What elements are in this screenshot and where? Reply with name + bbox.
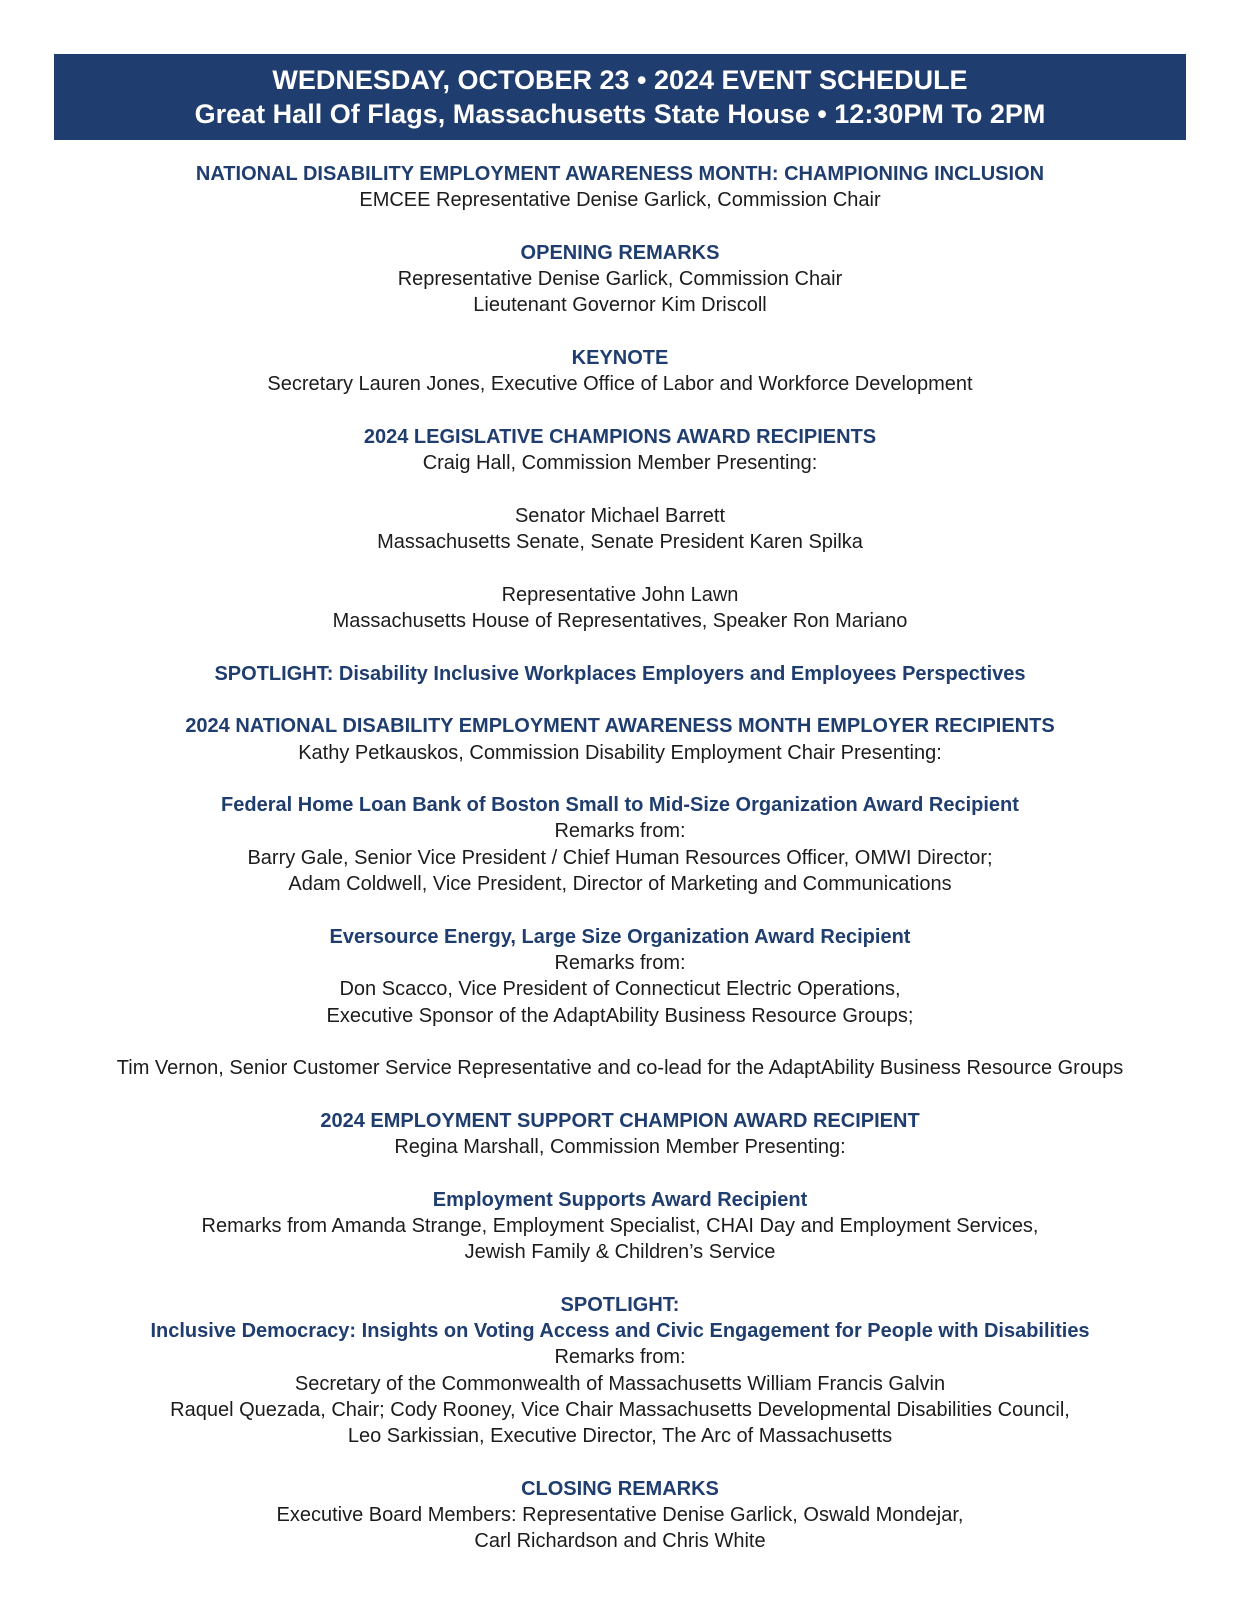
senator-organization: Massachusetts Senate, Senate President Karen Spilka [377,531,863,554]
spotlight-democracy-title: Inclusive Democracy: Insights on Voting Access and Civic Engagement for People with Disabilities [150,1320,1090,1343]
employer-recipients-heading: 2024 NATIONAL DISABILITY EMPLOYMENT AWARENESS MONTH EMPLOYER RECIPIENTS [185,715,1055,738]
eversource-speaker-1: Don Scacco, Vice President of Connecticut Electric Operations, [339,978,901,1001]
spotlight-democracy-label: SPOTLIGHT: [560,1293,680,1316]
banner-location-time: Great Hall Of Flags, Massachusetts State House • 12:30PM To 2PM [194,99,1046,129]
eversource-remarks-label: Remarks from: [554,951,686,974]
opening-speaker-2: Lieutenant Governor Kim Driscoll [473,294,767,317]
closing-remarks-heading: CLOSING REMARKS [521,1477,719,1500]
support-champion-heading: 2024 EMPLOYMENT SUPPORT CHAMPION AWARD RECIPIENT [320,1109,920,1132]
keynote-speaker: Secretary Lauren Jones, Executive Office of Labor and Workforce Development [267,373,973,396]
opening-speaker-1: Representative Denise Garlick, Commission Chair [397,268,843,291]
fhlb-speaker-1: Barry Gale, Senior Vice President / Chief Human Resources Officer, OMWI Director; [247,846,993,869]
senator-recipient: Senator Michael Barrett [514,504,726,527]
employer-presenter: Kathy Petkauskos, Commission Disability Employment Chair Presenting: [298,741,942,764]
employment-supports-heading: Employment Supports Award Recipient [432,1188,808,1211]
fhlb-award-heading: Federal Home Loan Bank of Boston Small to Mid-Size Organization Award Recipient [221,794,1019,817]
legislative-champions-heading: 2024 LEGISLATIVE CHAMPIONS AWARD RECIPIENTS [363,425,877,448]
spotlight-workplaces-heading: SPOTLIGHT: Disability Inclusive Workplaces Employers and Employees Perspectives [214,662,1026,685]
closing-speakers-1: Executive Board Members: Representative Denise Garlick, Oswald Mondejar, [276,1504,964,1527]
ndeam-heading: NATIONAL DISABILITY EMPLOYMENT AWARENESS MONTH: CHAMPIONING INCLUSION [195,163,1045,185]
representative-organization: Massachusetts House of Representatives, Speaker Ron Mariano [332,610,908,633]
fhlb-speaker-2: Adam Coldwell, Vice President, Director of Marketing and Communications [288,873,952,896]
spotlight-democracy-speaker-1: Secretary of the Commonwealth of Massachusetts William Francis Galvin [294,1372,946,1395]
keynote-heading: KEYNOTE [571,347,669,370]
closing-speakers-2: Carl Richardson and Chris White [474,1530,766,1553]
banner-date-title: WEDNESDAY, OCTOBER 23 • 2024 EVENT SCHEDULE [272,65,968,95]
spotlight-democracy-speaker-2: Raquel Quezada, Chair; Cody Rooney, Vice Chair Massachusetts Developmental Disabilities Council, [170,1398,1070,1421]
employment-supports-organization: Jewish Family & Children’s Service [464,1241,776,1264]
event-schedule [54,161,1186,1555]
fhlb-remarks-label: Remarks from: [554,820,686,843]
legislative-presenter: Craig Hall, Commission Member Presenting: [422,452,818,475]
employment-supports-speaker: Remarks from Amanda Strange, Employment Specialist, CHAI Day and Employment Services, [201,1214,1039,1237]
spotlight-democracy-remarks-label: Remarks from: [554,1346,686,1369]
ndeam-emcee: EMCEE Representative Denise Garlick, Commission Chair [359,189,881,212]
spotlight-democracy-speaker-3: Leo Sarkissian, Executive Director, The Arc of Massachusetts [347,1425,893,1448]
support-presenter: Regina Marshall, Commission Member Presenting: [394,1135,846,1158]
eversource-speaker-1-role: Executive Sponsor of the AdaptAbility Business Resource Groups; [326,1004,914,1027]
eversource-award-heading: Eversource Energy, Large Size Organization Award Recipient [329,925,911,948]
event-banner [54,54,1186,140]
eversource-speaker-2: Tim Vernon, Senior Customer Service Representative and co-lead for the AdaptAbility Business Resource Groups [116,1057,1124,1080]
representative-recipient: Representative John Lawn [501,583,739,606]
opening-remarks-heading: OPENING REMARKS [520,241,720,264]
